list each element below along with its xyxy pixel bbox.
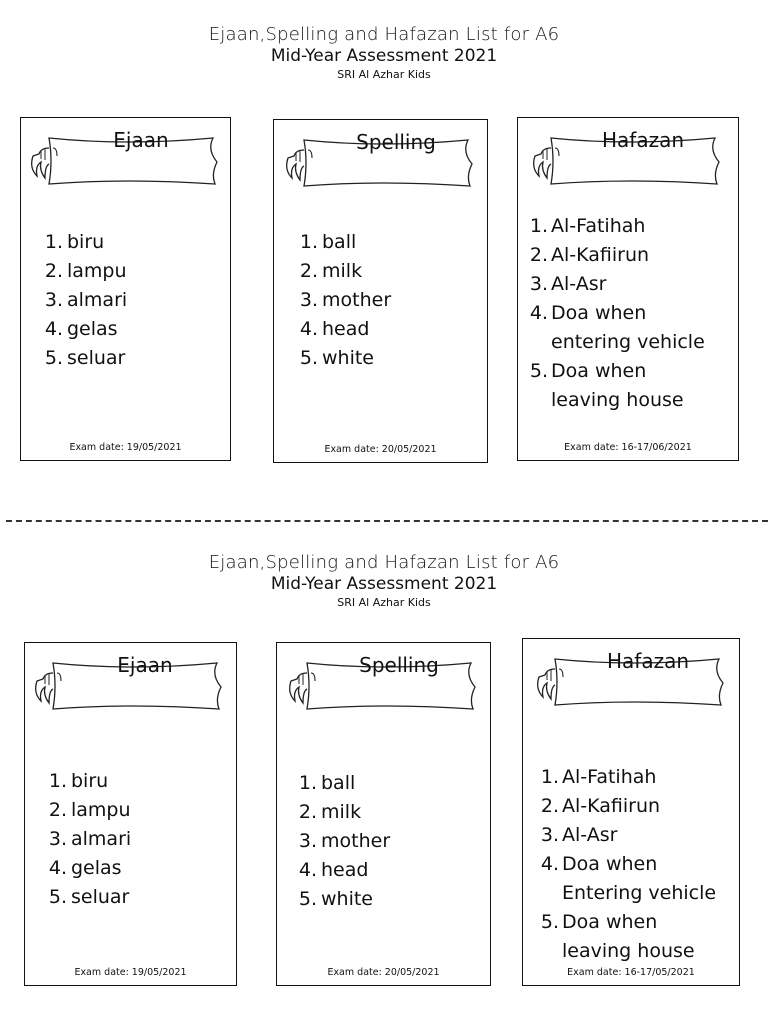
spelling-heading: Spelling (359, 653, 439, 677)
list-item: 5. white (298, 888, 373, 910)
ejaan-list (43, 228, 127, 373)
school-name: SRI Al Azhar Kids (337, 68, 431, 81)
sheet-header (0, 26, 768, 80)
list-item: 3. mother (298, 830, 391, 852)
school-name: SRI Al Azhar Kids (337, 596, 431, 609)
list-item: 2. lampu (44, 260, 127, 282)
list-item: 5. Doa when leaving house (540, 911, 695, 962)
list-item: 1. biru (44, 231, 105, 253)
list-item: 5. Doa when leaving house (529, 360, 684, 411)
hafazan-heading: Hafazan (606, 649, 690, 673)
list-item: 2. Al-Kafiirun (540, 795, 661, 817)
list-item: 3. mother (299, 289, 392, 311)
list-item: 1. ball (299, 231, 357, 253)
list-title: Ejaan,Spelling and Hafazan List for A6 (208, 24, 560, 45)
spelling-list (297, 769, 390, 914)
hafazan-heading: Hafazan (601, 128, 685, 152)
list-item: 2. Al-Kafiirun (529, 244, 650, 266)
spelling-heading: Spelling (356, 130, 436, 154)
exam-date: Exam date: 19/05/2021 (74, 967, 187, 978)
list-item: 4. Doa when Entering vehicle (540, 853, 717, 904)
exam-date: Exam date: 20/05/2021 (327, 967, 440, 978)
exam-date: Exam date: 20/05/2021 (324, 444, 437, 455)
ejaan-heading: Ejaan (117, 653, 173, 677)
hafazan-card (522, 638, 740, 986)
list-title: Ejaan,Spelling and Hafazan List for A6 (208, 552, 560, 573)
sheet-top (0, 0, 768, 480)
list-item: 1. ball (298, 772, 356, 794)
list-item: 3. Al-Asr (529, 273, 607, 295)
list-item: 1. Al-Fatihah (540, 766, 657, 788)
exam-date: Exam date: 19/05/2021 (69, 442, 182, 453)
spelling-card (273, 119, 488, 463)
ejaan-card (24, 642, 237, 986)
list-item: 5. seluar (48, 886, 130, 908)
list-item: 2. milk (298, 801, 362, 823)
hafazan-card (517, 117, 739, 461)
hafazan-list (529, 763, 722, 966)
ejaan-card (20, 117, 231, 461)
list-item: 1. biru (48, 770, 109, 792)
sheet-header (0, 554, 768, 608)
ejaan-list (47, 767, 131, 912)
spelling-list (298, 228, 391, 373)
sheet-bottom (0, 528, 768, 1008)
exam-date: Exam date: 16-17/06/2021 (564, 442, 692, 453)
list-item: 4. Doa when entering vehicle (529, 302, 705, 353)
hafazan-list (518, 212, 711, 415)
exam-date: Exam date: 16-17/05/2021 (567, 967, 695, 978)
spelling-card (276, 642, 491, 986)
list-item: 2. lampu (48, 799, 131, 821)
list-item: 4. head (299, 318, 370, 340)
list-item: 5. white (299, 347, 374, 369)
ejaan-heading: Ejaan (113, 128, 169, 152)
list-item: 3. almari (44, 289, 128, 311)
list-item: 3. Al-Asr (540, 824, 618, 846)
list-item: 4. gelas (44, 318, 118, 340)
list-item: 1. Al-Fatihah (529, 215, 646, 237)
assessment-title: Mid-Year Assessment 2021 (270, 46, 498, 66)
cut-line (6, 520, 768, 522)
list-item: 4. gelas (48, 857, 122, 879)
list-item: 5. seluar (44, 347, 126, 369)
list-item: 4. head (298, 859, 369, 881)
assessment-title: Mid-Year Assessment 2021 (270, 574, 498, 594)
list-item: 2. milk (299, 260, 363, 282)
list-item: 3. almari (48, 828, 132, 850)
